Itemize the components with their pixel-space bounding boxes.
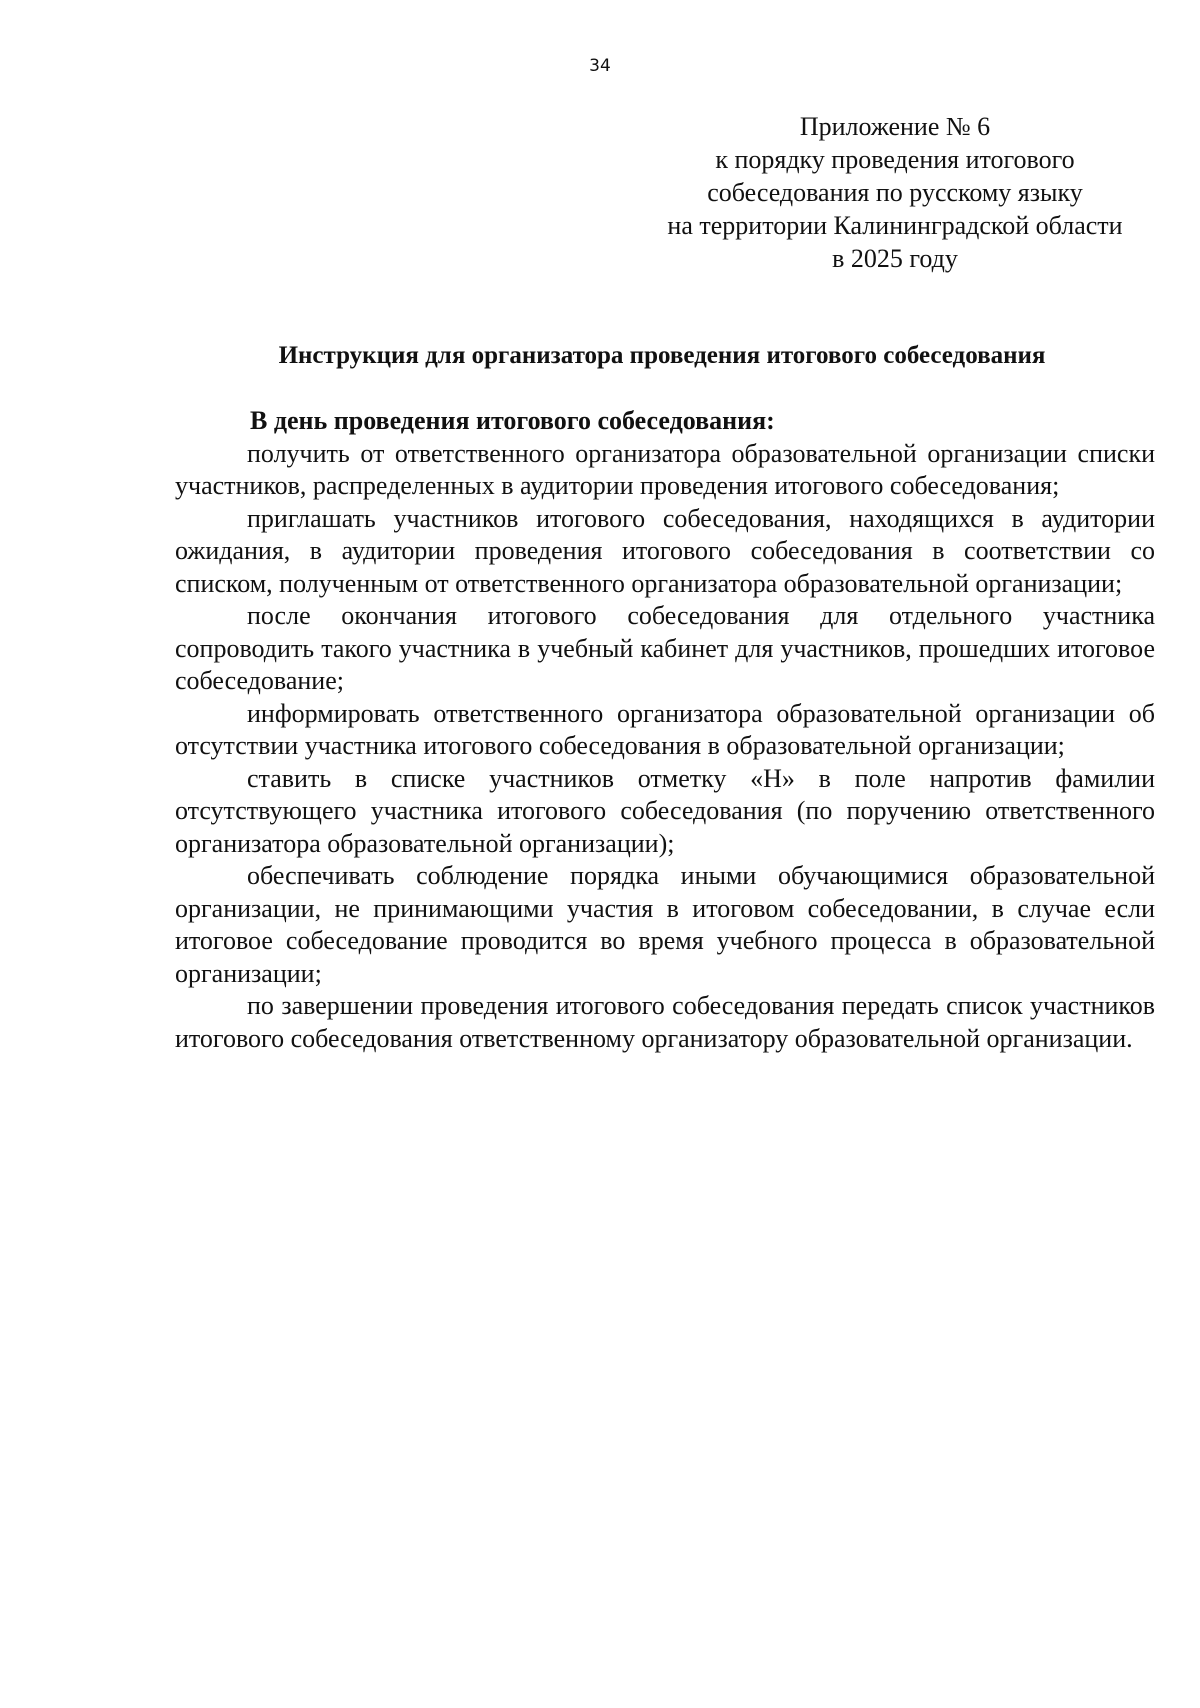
instruction-item: приглашать участников итогового собеседования, находящихся в аудитории ожидания, в аудитории проведения итогового собеседования в соответствии со списком, полученным от ответственного организатора образовательной организации; xyxy=(175,503,1155,598)
instruction-item: ставить в списке участников отметку «Н» в поле напротив фамилии отсутствующего участника итогового собеседования (по поручению ответственного организатора образовательной организации); xyxy=(175,763,1155,858)
document-title: Инструкция для организатора проведения итогового собеседования xyxy=(278,342,1046,369)
instruction-item: после окончания итогового собеседования для отдельного участника сопроводить такого участника в учебный кабинет для участников, прошедших итоговое собеседование; xyxy=(175,601,1155,695)
instruction-item: обеспечивать соблюдение порядка иными обучающимися образовательной организации, не принимающими участия в итоговом собеседовании, в случае если итоговое собеседование проводится во время учебного процесса в образовательной организации; xyxy=(175,861,1155,988)
section-heading: В день проведения итогового собеседования: xyxy=(250,406,775,435)
appendix-line: собеседования по русскому языку xyxy=(707,178,1083,207)
instruction-item: получить от ответственного организатора образовательной организации списки участников, распределенных в аудитории проведения итогового собеседования; xyxy=(175,438,1155,500)
appendix-line: Приложение № 6 xyxy=(799,112,991,141)
instruction-item: по завершении проведения итогового собеседования передать список участников итогового собеседования ответственному организатору образовательной организации. xyxy=(175,991,1155,1053)
appendix-header xyxy=(630,110,1160,275)
appendix-line: на территории Калининградской области xyxy=(667,211,1123,240)
instruction-body xyxy=(175,405,1155,1055)
instruction-item: информировать ответственного организатора образовательной организации об отсутствии участника итогового собеседования в образовательной организации; xyxy=(175,698,1155,760)
appendix-line: в 2025 году xyxy=(832,244,958,273)
page-number: 34 xyxy=(589,56,611,76)
appendix-line: к порядку проведения итогового xyxy=(715,145,1075,174)
